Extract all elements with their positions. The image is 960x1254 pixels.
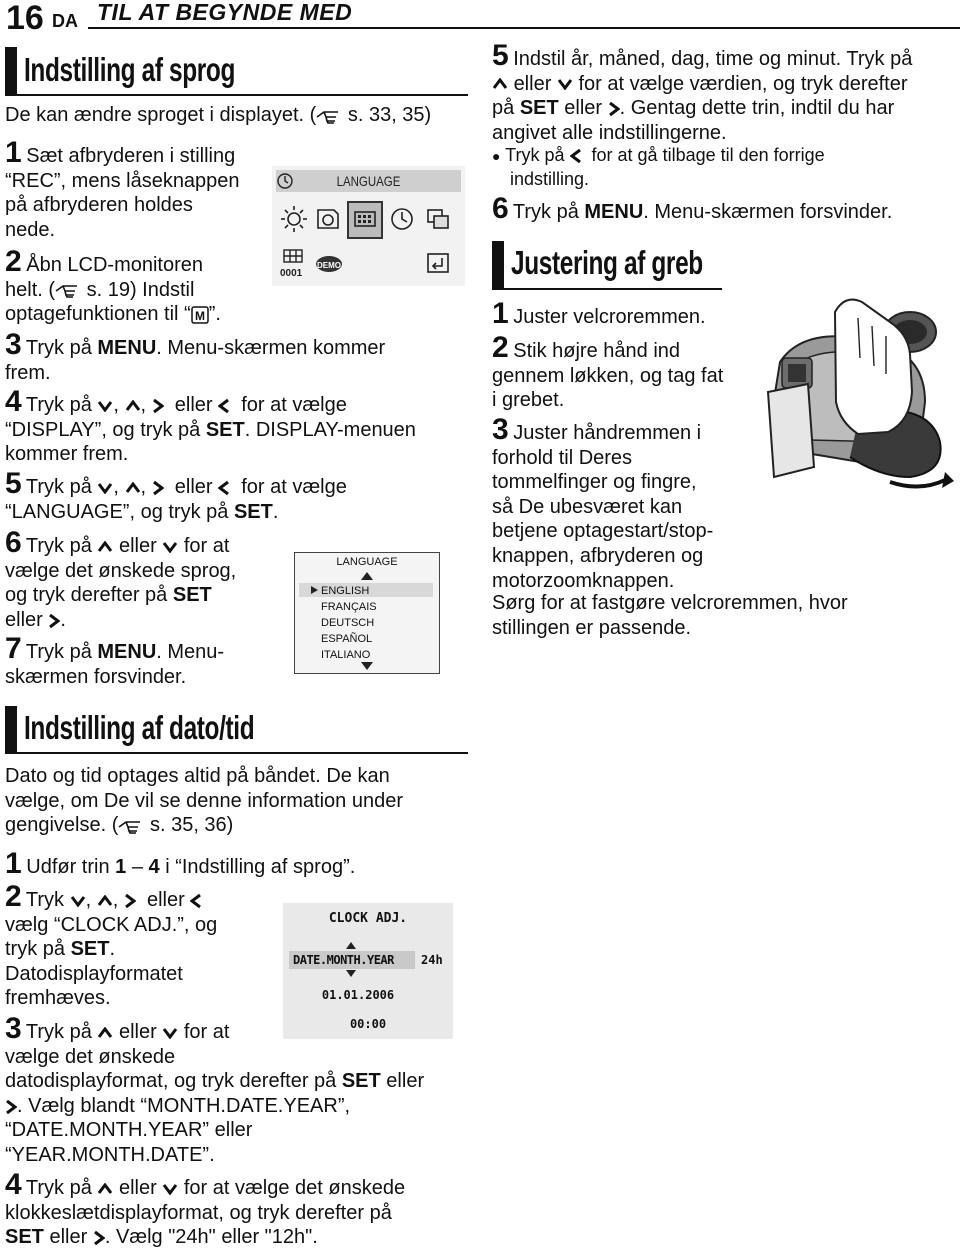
date-step-2: 2 Tryk , , eller vælg “CLOCK ADJ.”, og tryk på SET. Datodisplayformatet fremhæves.: [5, 880, 218, 1010]
language-step-2: 2 Åbn LCD-monitoren helt. ( s. 19) Indstil optagefunktionen til “ M ”.: [5, 245, 221, 326]
scroll-up-icon: [345, 941, 357, 950]
chapter-title: TIL AT BEGYNDE MED: [97, 0, 353, 25]
chevron-up-icon: [97, 1027, 113, 1039]
chevron-right-icon: [152, 398, 164, 414]
clock-screen: [283, 903, 453, 1039]
chevron-right-icon: [152, 480, 164, 496]
chevron-left-icon: [190, 893, 202, 909]
menu-screen: [272, 166, 465, 286]
chevron-right-icon: [5, 1099, 17, 1115]
language-step-4: 4 Tryk på , , eller for at vælge “DISPLAY”, og tryk på SET. DISPLAY-menuen kommer frem.: [5, 385, 416, 466]
chevron-right-icon: [48, 613, 60, 629]
chevron-up-icon: [97, 541, 113, 553]
chevron-left-icon: [570, 148, 582, 164]
chevron-down-icon: [97, 482, 113, 494]
scroll-down-icon: [345, 969, 357, 978]
hour-mode-value[interactable]: 24h: [421, 953, 443, 967]
date-format-value[interactable]: DATE.MONTH.YEAR: [293, 953, 394, 967]
language-step-6: 6 Tryk på eller for at vælge det ønskede sprog, og tryk derefter på SET eller .: [5, 526, 237, 631]
chevron-up-icon: [492, 78, 508, 90]
date-step-1: 1 Udfør trin 1 – 4 i “Indstilling af sprog”.: [5, 847, 356, 880]
grip-step-1: 1 Juster velcroremmen.: [492, 297, 706, 330]
svg-text:M: M: [194, 308, 205, 323]
language-step-7: 7 Tryk på MENU. Menu- skærmen forsvinder.: [5, 632, 225, 688]
section-rule: [5, 752, 468, 754]
grip-note: Sørg for at fastgøre velcroremmen, hvor stillingen er passende.: [492, 592, 848, 639]
chevron-up-icon: [97, 1183, 113, 1195]
camcorder-hand-illustration: [740, 292, 955, 532]
chevron-up-icon: [125, 482, 141, 494]
language-option[interactable]: ITALIANO: [321, 649, 371, 661]
language-step-5: 5 Tryk på , , eller for at vælge “LANGUAGE”, og tryk på SET.: [5, 467, 347, 523]
bullet-icon: ●: [492, 148, 501, 164]
chevron-left-icon: [218, 398, 230, 414]
section-rule: [5, 94, 468, 96]
section-bar: [492, 241, 504, 288]
language-option[interactable]: ESPAÑOL: [321, 633, 373, 645]
chevron-down-icon: [70, 895, 86, 907]
section-title-grip: Justering af greb: [511, 244, 703, 281]
date-intro: Dato og tid optages altid på båndet. De kan vælge, om De vil se denne information under gengivelse. ( s. 35, 36): [5, 765, 403, 837]
selection-pointer-icon: [310, 585, 319, 595]
chevron-down-icon: [162, 1027, 178, 1039]
language-screen-title: LANGUAGE: [336, 556, 398, 568]
chevron-right-icon: [608, 101, 620, 117]
header-rule: [88, 27, 960, 29]
language-screen: [294, 552, 440, 674]
chevron-down-icon: [162, 541, 178, 553]
language-option[interactable]: DEUTSCH: [321, 617, 375, 629]
language-option[interactable]: ENGLISH: [321, 585, 370, 597]
page-number: 16: [6, 0, 44, 37]
menu-screen-title: LANGUAGE: [336, 173, 401, 189]
chevron-up-icon: [125, 400, 141, 412]
language-intro: De kan ændre sproget i displayet. ( s. 33, 35): [5, 104, 432, 126]
section-title-date: Indstilling af dato/tid: [24, 709, 255, 746]
scroll-down-icon: [360, 661, 374, 671]
chevron-right-icon: [124, 893, 136, 909]
language-step-3: 3 Tryk på MENU. Menu-skærmen kommer frem.: [5, 328, 386, 384]
hand-reference-icon: [118, 818, 144, 834]
scroll-up-icon: [360, 571, 374, 581]
section-rule: [492, 288, 722, 290]
hand-reference-icon: [316, 108, 342, 124]
language-options: [321, 583, 377, 663]
manual-mode-icon: [191, 306, 209, 324]
chevron-down-icon: [97, 400, 113, 412]
chevron-left-icon: [218, 480, 230, 496]
grip-step-3: 3 Juster håndremmen i forhold til Deres tommelfinger og fingre, så De ubesværet kan betjene optagestart/stop- knappen, afbryderen og motorzoomknappen.: [492, 413, 714, 592]
section-bar: [5, 47, 17, 94]
chevron-down-icon: [557, 78, 573, 90]
hand-reference-icon: [55, 282, 81, 298]
chevron-down-icon: [162, 1183, 178, 1195]
language-code: DA: [52, 11, 78, 31]
grip-step-2: 2 Stik højre hånd ind gennem løkken, og tag fat i grebet.: [492, 331, 724, 412]
counter-label: 0001: [280, 268, 303, 279]
date-value[interactable]: 01.01.2006: [321, 988, 395, 1002]
language-option[interactable]: FRANÇAIS: [321, 601, 377, 613]
language-step-1: 1 Sæt afbryderen i stilling “REC”, mens låseknappen på afbryderen holdes nede.: [5, 136, 240, 241]
date-step-6: 6 Tryk på MENU. Menu-skærmen forsvinder.: [492, 192, 893, 225]
date-step-5: 5 Indstil år, måned, dag, time og minut. Tryk på eller for at vælge værdien, og tryk derefter på SET eller . Gentag dette trin, indtil du har angivet alle indstillingerne.: [492, 39, 913, 144]
back-note: ● Tryk på for at gå tilbage til den forrige indstilling.: [492, 145, 825, 189]
date-step-3: 3 Tryk på eller for at vælge det ønskede datodisplayformat, og tryk derefter på SET eller . Vælg blandt “MONTH.DATE.YEAR”, “DATE.MONTH.YEAR” eller “YEAR.MONTH.DATE”.: [5, 1012, 425, 1166]
clock-screen-title: CLOCK ADJ.: [328, 911, 408, 926]
time-value[interactable]: 00:00: [349, 1017, 387, 1031]
chevron-right-icon: [93, 1230, 105, 1246]
section-title-language: Indstilling af sprog: [24, 51, 236, 88]
demo-label: DEMO: [317, 261, 341, 270]
section-bar: [5, 706, 17, 752]
chevron-up-icon: [97, 895, 113, 907]
date-step-4: 4 Tryk på eller for at vælge det ønskede klokkeslætdisplayformat, og tryk derefter på SET eller . Vælg "24h" eller "12h".: [5, 1168, 406, 1249]
